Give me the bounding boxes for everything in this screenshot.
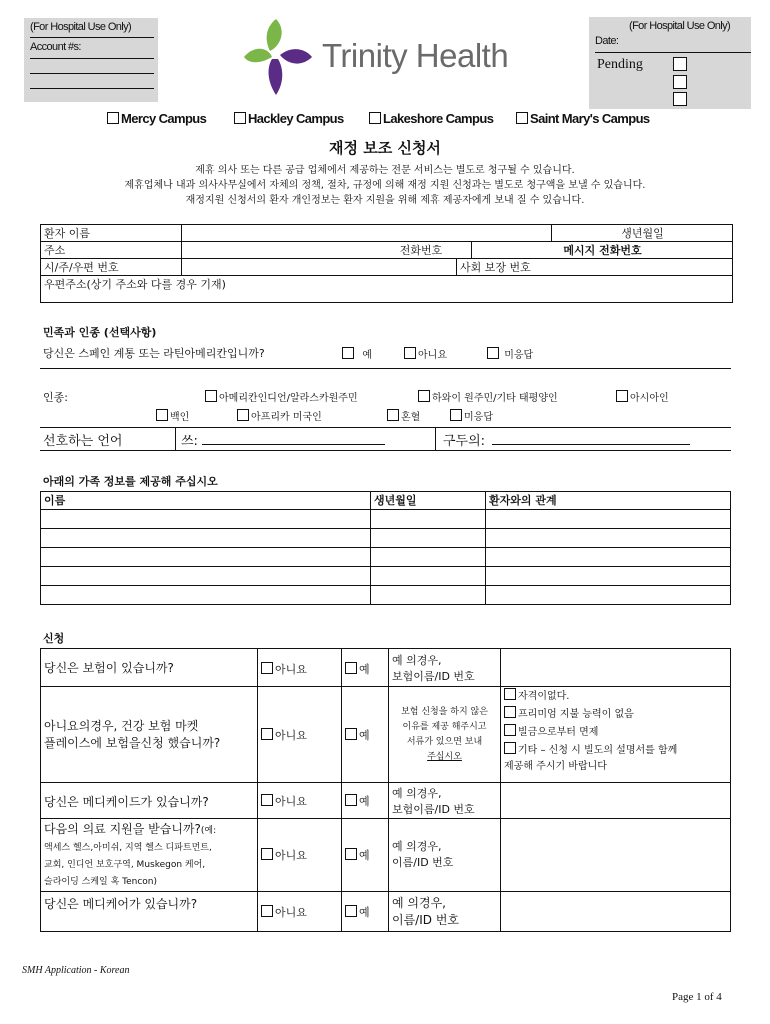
table-row[interactable] xyxy=(41,548,731,567)
checkbox-icon[interactable] xyxy=(261,728,273,740)
race-african-american[interactable]: 아프리카 미국인 xyxy=(237,408,322,423)
hispanic-no-answer[interactable]: 미응답 xyxy=(487,346,533,361)
speak-field[interactable] xyxy=(492,444,690,445)
checkbox-icon[interactable] xyxy=(450,409,462,421)
address-label: 주소 xyxy=(44,244,66,257)
intro-line-1: 제휴 의사 또는 다른 공급 업체에서 제공하는 전문 서비스는 별도로 청구될 수 있습니다. xyxy=(195,165,575,176)
race-no-answer[interactable]: 미응답 xyxy=(450,408,493,423)
message-phone-label: 메시지 전화번호 xyxy=(563,244,642,257)
table-row[interactable] xyxy=(41,510,731,529)
status-pending: Pending xyxy=(597,57,643,72)
write-label: 쓰: xyxy=(181,434,198,449)
campus-mercy[interactable]: Mercy Campus xyxy=(107,111,206,126)
assistance-id-field[interactable] xyxy=(501,819,731,892)
page-title: 재정 보조 신청서 xyxy=(329,139,441,157)
trinity-health-logo xyxy=(236,17,516,97)
checkbox-icon[interactable] xyxy=(342,347,354,359)
family-heading: 아래의 가족 정보를 제공해 주십시오 xyxy=(43,475,218,488)
ethnicity-heading: 민족과 인종 (선택사항) xyxy=(43,326,157,339)
patient-info-table xyxy=(40,224,733,303)
intro-line-3: 재정지원 신청서의 환자 개인정보는 환자 지원을 위해 제휴 제공자에게 보내 질 수 있습니다. xyxy=(185,195,585,206)
family-table xyxy=(40,491,731,605)
checkbox-icon[interactable] xyxy=(369,112,381,124)
hospital-checkbox-2[interactable] xyxy=(673,75,687,89)
patient-name-field[interactable] xyxy=(182,225,551,242)
checkbox-icon[interactable] xyxy=(261,905,273,917)
checkbox-icon[interactable] xyxy=(345,848,357,860)
checkbox-icon[interactable] xyxy=(237,409,249,421)
footer-left: SMH Application - Korean xyxy=(22,965,130,976)
medicare-id-field[interactable] xyxy=(501,892,731,932)
medicaid-id-field[interactable] xyxy=(501,783,731,819)
medicare-row: 당신은 메디케어가 있습니까? 아니요 예 예 의경우, 이름/ID 번호 xyxy=(41,892,731,932)
hospital-checkbox-1[interactable] xyxy=(673,57,687,71)
patient-name-label: 환자 이름 xyxy=(44,227,91,240)
ssn-label: 사회 보장 번호 xyxy=(460,261,531,274)
application-table xyxy=(40,648,731,932)
city-label: 시/주/우편 번호 xyxy=(44,261,119,274)
table-row[interactable] xyxy=(41,567,731,586)
application-heading: 신청 xyxy=(43,632,65,645)
family-col-relation: 환자와의 관계 xyxy=(486,492,731,510)
hospital-use-box-right xyxy=(589,17,751,109)
race-label: 인종: xyxy=(43,391,68,404)
campus-saint-marys[interactable]: Saint Mary's Campus xyxy=(516,111,650,126)
trinity-logo-icon xyxy=(236,17,316,97)
language-row xyxy=(40,427,731,451)
checkbox-icon[interactable] xyxy=(616,390,628,402)
race-white[interactable]: 백인 xyxy=(156,408,189,423)
write-field[interactable] xyxy=(202,444,385,445)
checkbox-icon[interactable] xyxy=(404,347,416,359)
insurance-id-field[interactable] xyxy=(501,649,731,687)
page-number: Page 1 of 4 xyxy=(672,991,722,1003)
phone-label: 전화번호 xyxy=(399,244,443,257)
family-col-dob: 생년월일 xyxy=(371,492,486,510)
medicaid-row: 당신은 메디케이드가 있습니까? 아니요 예 예 의경우, 보험이름/ID 번호 xyxy=(41,783,731,819)
city-field[interactable] xyxy=(182,259,456,276)
insurance-question: 당신은 보험이 있습니까? xyxy=(44,661,174,675)
checkbox-icon[interactable] xyxy=(504,742,516,754)
table-row[interactable] xyxy=(41,586,731,605)
mailing-label: 우편주소(상기 주소와 다를 경우 기재) xyxy=(44,278,226,291)
checkbox-icon[interactable] xyxy=(487,347,499,359)
logo-text: Trinity Health xyxy=(322,37,509,74)
hispanic-no[interactable]: 아니요 xyxy=(404,346,447,361)
checkbox-icon[interactable] xyxy=(156,409,168,421)
intro-line-2: 제휴업체나 내과 의사사무실에서 자체의 정책, 절차, 규정에 의해 재정 지원 신청과는 별도로 청구액을 보낼 수 있습니다. xyxy=(124,180,646,191)
checkbox-icon[interactable] xyxy=(345,728,357,740)
hispanic-yes[interactable]: 예 xyxy=(342,346,372,361)
language-label: 선호하는 언어 xyxy=(43,434,123,449)
hospital-use-box-left xyxy=(24,18,158,102)
hospital-checkbox-3[interactable] xyxy=(673,92,687,106)
checkbox-icon[interactable] xyxy=(345,905,357,917)
checkbox-icon[interactable] xyxy=(504,706,516,718)
medical-assistance-row: 다음의 의료 지원을 받습니까?(예: 액세스 헬스,아미쉬, 지역 헬스 디파트먼트, 교회, 인디언 보호구역, Muskegon 케어, 슬라이딩 스케일 혹 Tencon) 아니요 예 예 의경우, 이름/ID 번호 xyxy=(41,819,731,892)
checkbox-icon[interactable] xyxy=(516,112,528,124)
hispanic-question: 당신은 스페인 계통 또는 라틴아메리칸입니까? xyxy=(43,347,265,360)
checkbox-icon[interactable] xyxy=(504,724,516,736)
dob-label: 생년월일 xyxy=(621,227,664,240)
checkbox-icon[interactable] xyxy=(345,794,357,806)
account-label: Account #s: xyxy=(30,41,81,53)
insurance-row: 당신은 보험이 있습니까? 아니요 예 예 의경우, 보험이름/ID 번호 xyxy=(41,649,731,687)
checkbox-icon[interactable] xyxy=(345,662,357,674)
date-label: Date: xyxy=(595,35,619,47)
table-row[interactable] xyxy=(41,529,731,548)
checkbox-icon[interactable] xyxy=(107,112,119,124)
marketplace-row: 아니요의경우, 건강 보험 마켓 플레이스에 보험을신청 했습니까? 아니요 예 보험 신청을 하지 않은 이유를 제공 해주시고 서류가 있으면 보내 주십시오 자격이없다. 프리미엄 지불 능력이 없음 빌금으로부터 면제 기타 – 신청 시 빌도의 설명서를 함께 제공해 주시기 바랍니다 xyxy=(41,687,731,783)
checkbox-icon[interactable] xyxy=(418,390,430,402)
left-box-title: (For Hospital Use Only) xyxy=(30,21,132,33)
campus-lakeshore[interactable]: Lakeshore Campus xyxy=(369,111,493,126)
checkbox-icon[interactable] xyxy=(261,848,273,860)
checkbox-icon[interactable] xyxy=(504,688,516,700)
race-pacific-islander[interactable]: 하와이 원주민/기타 태평양인 xyxy=(418,389,558,404)
checkbox-icon[interactable] xyxy=(234,112,246,124)
checkbox-icon[interactable] xyxy=(261,794,273,806)
race-native-american[interactable]: 아메리칸인디언/알라스카원주민 xyxy=(205,389,358,404)
family-col-name: 이름 xyxy=(41,492,371,510)
checkbox-icon[interactable] xyxy=(387,409,399,421)
checkbox-icon[interactable] xyxy=(261,662,273,674)
race-asian[interactable]: 아시아인 xyxy=(616,389,669,404)
checkbox-icon[interactable] xyxy=(205,390,217,402)
race-mixed[interactable]: 혼혈 xyxy=(387,408,420,423)
speak-label: 구두의: xyxy=(443,434,486,449)
right-box-title: (For Hospital Use Only) xyxy=(629,20,731,32)
campus-hackley[interactable]: Hackley Campus xyxy=(234,111,344,126)
